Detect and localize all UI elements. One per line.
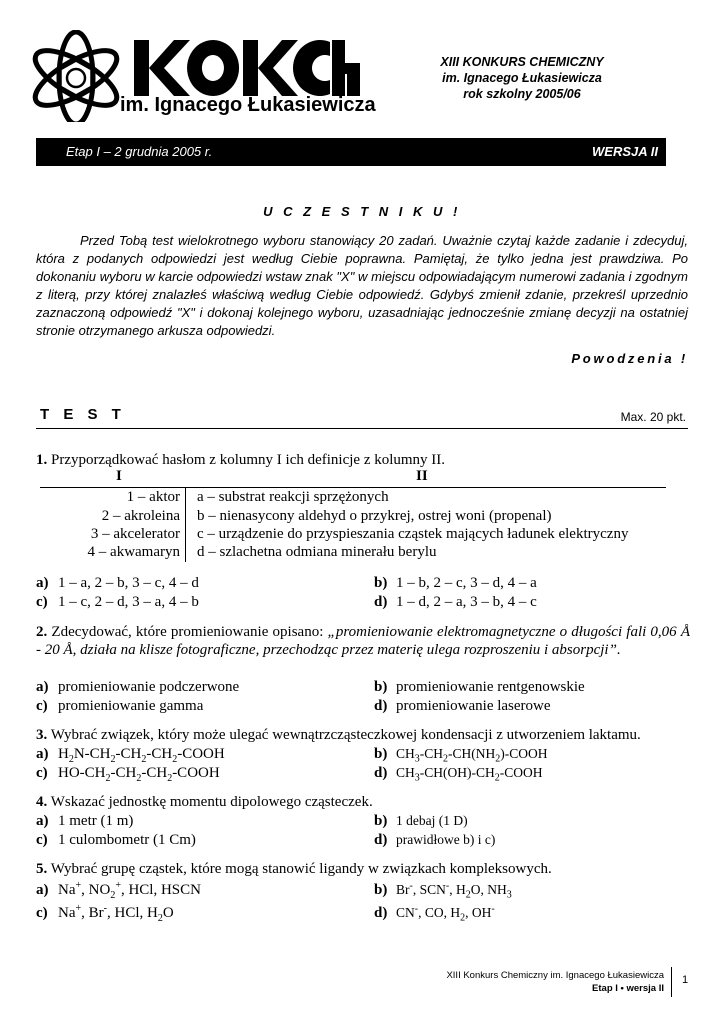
- max-points: Max. 20 pkt.: [620, 410, 686, 424]
- q2-option-d[interactable]: [374, 697, 551, 715]
- option-text: promieniowanie laserowe: [396, 698, 551, 714]
- option-text: 1 culombometr (1 Cm): [58, 832, 196, 848]
- q3-option-b[interactable]: [374, 745, 548, 763]
- option-letter: d): [374, 698, 388, 714]
- q5-option-b[interactable]: [374, 881, 512, 899]
- option-letter: b): [374, 575, 388, 591]
- question-text: Wybrać związek, który może ulegać wewnątrzcząsteczkowej kondensacji z utworzeniem laktamu.: [50, 727, 641, 743]
- question-5: [36, 860, 690, 878]
- good-luck-text: Powodzenia !: [571, 351, 688, 366]
- q3-option-c[interactable]: [36, 764, 220, 782]
- logo-lettering: [134, 40, 360, 96]
- term: 4 – akwamaryn: [87, 544, 180, 560]
- test-heading: T E S T: [40, 406, 126, 423]
- q4-option-c[interactable]: [36, 831, 196, 849]
- q3-option-d[interactable]: [374, 764, 543, 782]
- term: 2 – akroleina: [101, 508, 180, 524]
- option-text: 1 debaj (1 D): [396, 813, 468, 828]
- greeting-heading: U C Z E S T N I K U !: [263, 204, 461, 219]
- option-text: Na+, Br-, HCl, $H_2O$: [58, 903, 174, 924]
- question-3: [36, 726, 690, 744]
- option-text: 1 – c, 2 – d, 3 – a, 4 – b: [58, 594, 199, 610]
- column-II-header: II: [416, 468, 428, 484]
- option-letter: c): [36, 765, 48, 781]
- page-number: 1: [682, 974, 689, 986]
- option-letter: b): [374, 746, 388, 762]
- option-letter: c): [36, 905, 48, 921]
- option-text: Br-, SCN-, $H_2O$, $NH_3$: [396, 880, 512, 901]
- q4-option-a[interactable]: [36, 812, 133, 830]
- q5-option-d[interactable]: [374, 904, 495, 922]
- option-text: promieniowanie gamma: [58, 698, 204, 714]
- option-letter: d): [374, 905, 388, 921]
- q4-option-d[interactable]: [374, 831, 495, 849]
- contest-title-block: [402, 54, 642, 102]
- option-letter: d): [374, 765, 388, 781]
- instructions-paragraph: [36, 232, 688, 340]
- q1-option-d[interactable]: [374, 593, 537, 611]
- option-text: 1 – a, 2 – b, 3 – c, 4 – d: [58, 575, 199, 591]
- q5-option-a[interactable]: [36, 881, 201, 899]
- definition: d – szlachetna odmiana minerału berylu: [197, 544, 437, 560]
- option-letter: b): [374, 679, 388, 695]
- footer-contest: XIII Konkurs Chemiczny im. Ignacego Łukasiewicza: [446, 970, 664, 981]
- question-text: Wskazać jednostkę momentu dipolowego cząsteczek.: [50, 794, 373, 810]
- definition: b – nienasycony aldehyd o przykrej, ostrej woni (propenal): [197, 508, 552, 524]
- option-text: promieniowanie rentgenowskie: [396, 679, 585, 695]
- question-text: Przyporządkować hasłom z kolumny I ich definicje z kolumny II.: [51, 452, 446, 468]
- table-row: [40, 526, 666, 545]
- question-quote: „promieniowanie elektromagnetyczne o długości fali 0,06 Å - 20 Å, działa na klisze fotograficzne, przechodząc przez materię ulega rozproszeniu i absorpcji”.: [36, 624, 690, 658]
- term: 3 – akcelerator: [90, 526, 180, 542]
- option-text: $CH_3-CH_2-CH(NH_2)$-COOH: [396, 746, 548, 765]
- option-text: $H_2N-CH_2-CH_2-CH_2$-COOH: [58, 746, 225, 765]
- option-letter: a): [36, 746, 49, 762]
- q4-option-b[interactable]: [374, 812, 468, 830]
- q2-option-a[interactable]: [36, 678, 239, 696]
- option-letter: a): [36, 882, 49, 898]
- q2-option-c[interactable]: [36, 697, 203, 715]
- logo-subtitle: im. Ignacego Łukasiewicza: [120, 94, 376, 116]
- option-letter: a): [36, 813, 49, 829]
- option-letter: d): [374, 594, 388, 610]
- option-text: 1 metr (1 m): [58, 813, 134, 829]
- question-number: 1.: [36, 452, 48, 468]
- version-label: WERSJA II: [592, 144, 658, 159]
- q5-option-c[interactable]: [36, 904, 174, 922]
- option-text: prawidłowe b) i c): [396, 832, 496, 847]
- column-I-header: I: [116, 468, 122, 484]
- table-header: [40, 468, 666, 488]
- option-letter: c): [36, 698, 48, 714]
- q1-option-b[interactable]: [374, 574, 537, 592]
- q1-option-a[interactable]: [36, 574, 199, 592]
- question-2: [36, 623, 690, 659]
- table-row: [40, 489, 666, 508]
- school-year: rok szkolny 2005/06: [463, 87, 581, 101]
- option-text: 1 – d, 2 – a, 3 – b, 4 – c: [396, 594, 537, 610]
- table-row: [40, 544, 666, 563]
- option-text: promieniowanie podczerwone: [58, 679, 240, 695]
- page-footer: [446, 969, 664, 995]
- instructions-text: Przed Tobą test wielokrotnego wyboru stanowiący 20 zadań. Uważnie czytaj każde zadanie i zdecyduj, która z podanych odpowiedzi jest według Ciebie poprawna. Pamiętaj, że tylko jedna jest prawdziwa. Po dokonaniu wyboru w karcie odpowiedzi wstaw znak "X" w miejscu odpowiadającym numerowi zadania i zgodnym z literą, przy której znalazłeś właściwą według Ciebie odpowiedź. Gdybyś zmienił zdanie, przekreśl uprzednio zaznaczoną odpowiedź "X" i dokonaj kolejnego wyboru, uzasadniając jednocześnie zmianę decyzji na ostatniej stronie otrzymanego arkusza odpowiedzi.: [36, 233, 688, 338]
- footer-divider: [671, 967, 672, 997]
- table-row: [40, 508, 666, 527]
- question-1: [36, 451, 690, 469]
- test-divider: [36, 428, 688, 429]
- option-text: $CH_3-CH(OH)-CH_2$-COOH: [396, 765, 543, 784]
- option-letter: c): [36, 832, 48, 848]
- option-text: CN-, CO, $H_2$, OH-: [396, 903, 495, 924]
- q1-option-c[interactable]: [36, 593, 199, 611]
- stage-banner: [36, 138, 666, 166]
- question-text: Wybrać grupę cząstek, które mogą stanowić ligandy w związkach kompleksowych.: [50, 861, 552, 877]
- question-4: [36, 793, 690, 811]
- definition: c – urządzenie do przyspieszania cząstek mających ładunek elektryczny: [197, 526, 629, 542]
- option-text: $HO-CH_2-CH_2-CH_2$-COOH: [58, 765, 220, 784]
- option-letter: a): [36, 679, 49, 695]
- footer-stage: Etap I • wersja II: [592, 983, 664, 994]
- option-text: Na+, $NO_2^+$, HCl, HSCN: [58, 880, 201, 901]
- q3-option-a[interactable]: [36, 745, 225, 763]
- stage-date: Etap I – 2 grudnia 2005 r.: [66, 144, 213, 159]
- question-number: 2.: [36, 624, 48, 640]
- contest-title: XIII KONKURS CHEMICZNY: [440, 55, 604, 69]
- definition: a – substrat reakcji sprzężonych: [197, 489, 389, 505]
- option-letter: b): [374, 882, 388, 898]
- contest-patron: im. Ignacego Łukasiewicza: [442, 71, 602, 85]
- option-letter: b): [374, 813, 388, 829]
- question-number: 4.: [36, 794, 48, 810]
- option-letter: c): [36, 594, 48, 610]
- q2-option-b[interactable]: [374, 678, 585, 696]
- option-letter: a): [36, 575, 49, 591]
- question-text: Zdecydować, które promieniowanie opisano:: [51, 624, 324, 640]
- question-number: 5.: [36, 861, 48, 877]
- benzene-ring-icon: [60, 60, 92, 96]
- option-letter: d): [374, 832, 388, 848]
- option-text: 1 – b, 2 – c, 3 – d, 4 – a: [396, 575, 537, 591]
- question-number: 3.: [36, 727, 48, 743]
- term: 1 – aktor: [126, 489, 180, 505]
